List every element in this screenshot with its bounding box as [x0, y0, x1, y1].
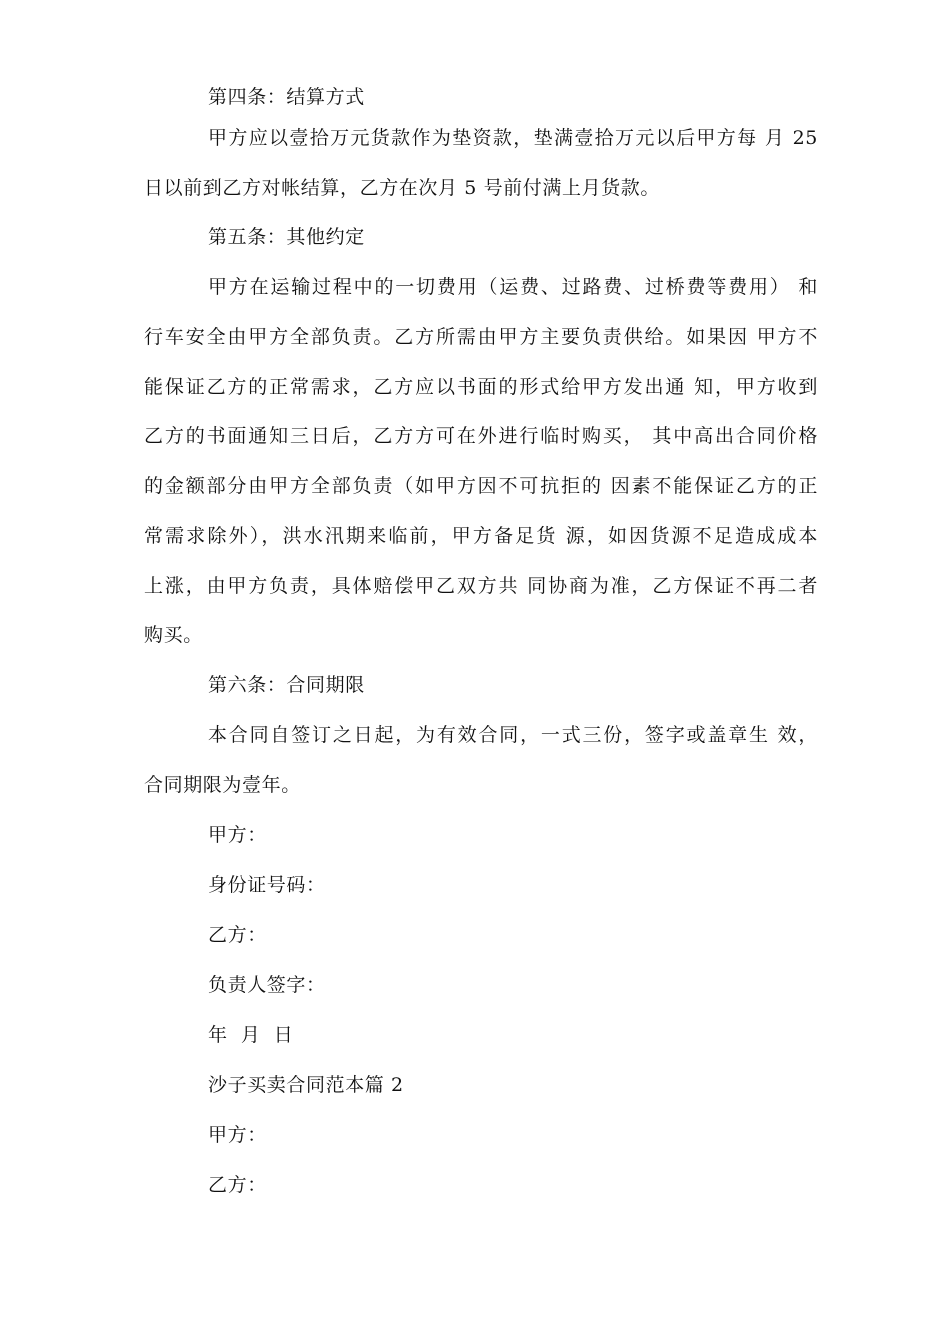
- article-5-heading: 第五条：其他约定: [208, 226, 365, 248]
- article-6-heading: 第六条：合同期限: [208, 674, 365, 696]
- party-a-label: 甲方：: [208, 824, 267, 846]
- party-b-label: 乙方：: [208, 924, 267, 946]
- article-4-paragraph-line-1: 甲方应以壹拾万元货款作为垫资款，垫满壹拾万元以后甲方每 月 25: [208, 127, 818, 149]
- article-5-paragraph-line-7: 上涨，由甲方负责，具体赔偿甲乙双方共 同协商为准，乙方保证不再二者: [144, 575, 818, 597]
- article-5-paragraph-line-4: 乙方的书面通知三日后，乙方方可在外进行临时购买， 其中高出合同价格: [144, 425, 818, 447]
- next-party-a-label: 甲方：: [208, 1124, 267, 1146]
- article-5-paragraph-line-2: 行车安全由甲方全部负责。乙方所需由甲方主要负责供给。如果因 甲方不: [144, 326, 818, 348]
- section-title: 沙子买卖合同范本篇 2: [208, 1074, 404, 1096]
- article-6-paragraph-line-1: 本合同自签订之日起，为有效合同，一式三份，签字或盖章生 效，: [208, 724, 818, 746]
- responsible-signature-label: 负责人签字：: [208, 974, 326, 996]
- article-5-paragraph-line-8: 购买。: [144, 624, 203, 646]
- next-party-b-label: 乙方：: [208, 1174, 267, 1196]
- article-5-paragraph-line-6: 常需求除外），洪水汛期来临前，甲方备足货 源，如因货源不足造成成本: [144, 525, 818, 547]
- article-5-paragraph-line-5: 的金额部分由甲方全部负责（如甲方因不可抗拒的 因素不能保证乙方的正: [144, 475, 818, 497]
- id-number-label: 身份证号码：: [208, 874, 326, 896]
- article-5-paragraph-line-3: 能保证乙方的正常需求，乙方应以书面的形式给甲方发出通 知，甲方收到: [144, 376, 818, 398]
- date-line: 年 月 日: [208, 1024, 294, 1046]
- article-4-paragraph-line-2: 日以前到乙方对帐结算，乙方在次月 5 号前付满上月货款。: [144, 177, 660, 199]
- article-5-paragraph-line-1: 甲方在运输过程中的一切费用（运费、过路费、过桥费等费用） 和: [208, 276, 818, 298]
- article-6-paragraph-line-2: 合同期限为壹年。: [144, 774, 301, 796]
- article-4-heading: 第四条：结算方式: [208, 86, 365, 108]
